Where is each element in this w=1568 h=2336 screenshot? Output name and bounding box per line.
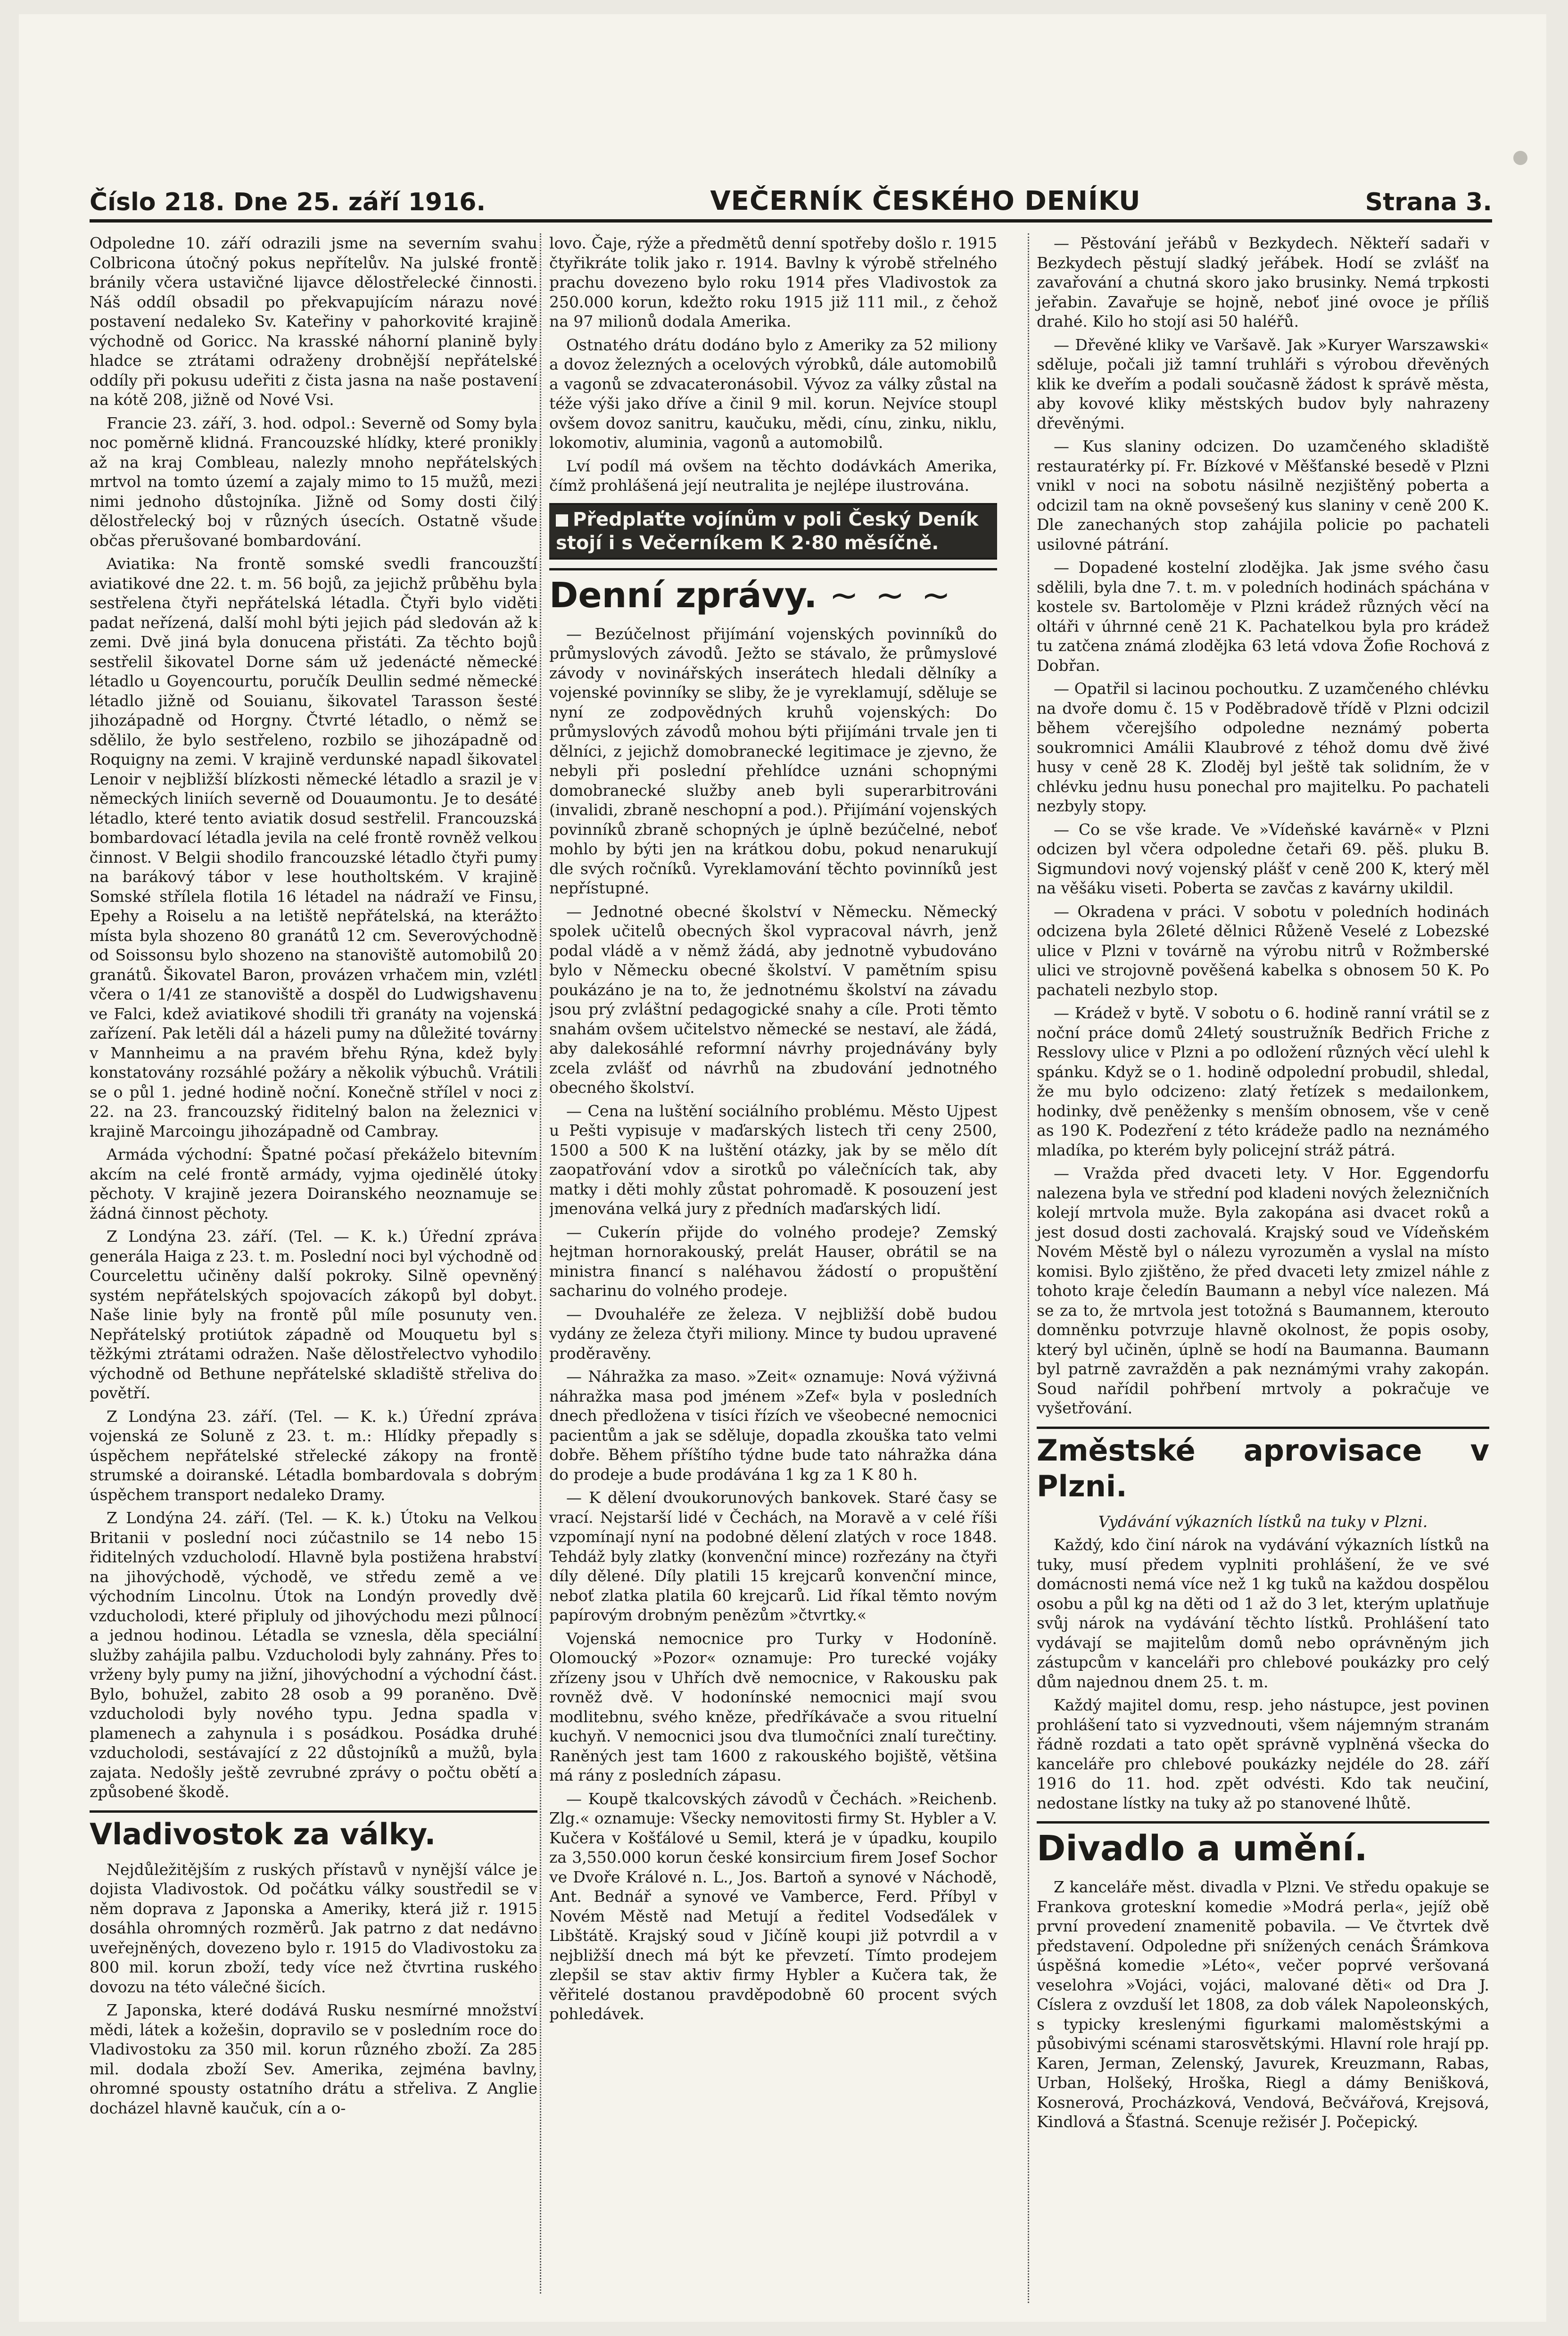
article-paragraph: Z Japonska, které dodává Rusku nesmírné množství mědi, látek a kožešin, dopravilo se v posledním roce do Vladivostoku za 350 mil. korun různého zboží. Za 285 mil. dodala zboží Sev. Amerika, zejména bavlny, ohromné spousty ostatního drátu a střeliva. Z Anglie docházel hlavně kaučuk, cín a o- — [90, 2001, 537, 2117]
article-paragraph: — Opatřil si lacinou pochoutku. Z uzamčeného chlévku na dvoře domu č. 15 v Poděbradově třídě v Plzni odcizil během včerejšího odpoledne neznámý poberta soukromnici Amálii Klaubrové z téhož domu dvě živé husy v ceně 28 K. Zloděj byl ještě tak solidním, že v chlévku jednu husu ponechal pro majitelku. Po pachateli nezbyly stopy. — [1037, 679, 1489, 815]
page-header — [90, 182, 1492, 223]
column-2 — [549, 233, 997, 2303]
article-paragraph: Odpoledne 10. září odrazili jsme na severním svahu Colbricona útočný pokus nepřítelův. Na julské frontě bránily včera ustavičné lijavce dělostřelecké činnosti. Náš oddíl obsadil po překvapujícím nárazu nové postavení nedaleko Sv. Kateřiny v pahorkovité krajině východně od Goricc. Na krasské náhorní planině byly hladce se ztrátami odraženy drobnější nepřátelské oddíly při pokusu udeřiti z čista jasna na naše postavení na kótě 208, jižně od Nové Vsi. — [90, 234, 537, 409]
article-paragraph: — Náhražka za maso. »Zeit« oznamuje: Nová výživná náhražka masa pod jménem »Zef« byla v posledních dnech předložena v tisíci řízích ve všeobecné nemocnici pacientům a jak se sděluje, dopadla zkouška tato velmi dobře. Během příštího týdne bude tato náhražka dána do prodeje a bude prodávána 1 kg za 1 K 80 h. — [549, 1367, 997, 1484]
article-paragraph: — Dvouhaléře ze železa. V nejbližší době budou vydány ze železa čtyři miliony. Mince ty budou upravené proděravěny. — [549, 1304, 997, 1362]
article-paragraph: Lví podíl má ovšem na těchto dodávkách Amerika, čímž prohlášená její neutralita je nejlépe ilustrována. — [549, 456, 997, 495]
article-paragraph: Z kanceláře měst. divadla v Plzni. Ve středu opakuje se Frankova groteskní komedie »Modrá perla«, jejíž obě první provedení znamenitě pobavila. — Ve čtvrtek dvě představení. Odpoledne při snížených cenách Šrámkova úspěšná komedie »Léto«, večer poprvé veršovaná veselohra »Vojáci, vojáci, malované děti« od Dra J. Císlera z ovzduší let 1808, za dob válek Napoleonských, s typicky kreslenými figurkami maloměstskými a působivými scénami starosvětskými. Hlavní role hrají pp. Karen, Jerman, Zelenský, Javurek, Kreuzmann, Rabas, Urban, Holšeký, Hroška, Riegl a dámy Benišková, Kosnerová, Procházková, Vendová, Bečvářová, Krejsová, Kindlová a Šťastná. Scenuje režisér J. Počepický. — [1037, 1878, 1489, 2131]
column-divider — [540, 233, 542, 2294]
advert-text: Předplaťte vojínům v poli Český Deník stojí i s Večerníkem K 2·80 měsíčně. — [556, 508, 979, 554]
article-paragraph: — Okradena v práci. V sobotu v poledních hodinách odcizena byla 26leté dělnici Růženě Veselé z Lobezské ulice v Plzni v továrně na výrobu nitrů v Rožmberské ulici ve strojovně pověšená kabelka s obnosem 50 K. Po pachateli nezbylo stop. — [1037, 902, 1489, 999]
article-paragraph: — Pěstování jeřábů v Bezkydech. Někteří sadaři v Bezkydech pěstují sladký jeřábek. Hodí se zvlášť na zavařování a chutná skoro jako brusinky. Nemá trpkosti jeřabin. Zavařuje se hojně, neboť jiné ovoce je příliš drahé. Kilo ho stojí asi 50 haléřů. — [1037, 234, 1489, 330]
section-heading-supply: Změstské aprovisace v Plzni. — [1037, 1427, 1489, 1504]
section-heading-daily-news — [549, 568, 997, 617]
column-3 — [1028, 233, 1489, 2303]
article-paragraph: Nejdůležitějším z ruských přístavů v nynější válce je dojista Vladivostok. Od počátku války soustředil se v něm doprava z Japonska a Ameriky, která již r. 1915 dosáhla ohromných rozměrů. Jak patrno z dat nedávno uveřejněných, dovezeno bylo r. 1915 do Vladivostoku za 800 mil. korun zboží, tedy více než čtvrtina ruského dovozu na této válečné šicích. — [90, 1860, 537, 1996]
decorative-flourish: ~ ~ ~ — [829, 575, 954, 616]
article-paragraph: Armáda východní: Špatné počasí překáželo bitevním akcím na celé frontě armády, vyjma ojedinělé útoky pěchoty. V krajině jezera Doiranského neoznamuje se žádná činnost pěchoty. — [90, 1145, 537, 1222]
article-paragraph: Ostnatého drátu dodáno bylo z Ameriky za 52 miliony a dovoz železných a ocelových výrobků, dále automobilů a vagonů se zdvacateronásobil. Vývoz za války zůstal na téže výši jako dříve a činil 9 mil. korun. Nejvíce stoupl ovšem dovoz sanitru, kaučuku, mědi, cínu, zinku, niklu, lokomotiv, aluminia, vagonů a automobilů. — [549, 335, 997, 452]
article-paragraph: Z Londýna 24. září. (Tel. — K. k.) Útoku na Velkou Britanii v poslední noci zúčastnilo se 14 nebo 15 řiditelných vzducholodí. Hlavně byla postižena hrabství na jihovýchodě, východě, ve středu země a ve východním Lincolnu. Útok na Londýn provedly dvě vzducholodi, které připluly od jihovýchodu mezi půlnocí a jednou hodinou. Létadla se vznesla, děla speciální služby zahájila palbu. Vzducholodi byly zahnány. Přes to vrženy byly pumy na jižní, jihovýchodní a východní část. Bylo, bohužel, zabito 28 osob a 99 poraněno. Dvě vzducholodi byly nového typu. Jedna spadla v plamenech a zahynula i s posádkou. Posádka druhé vzducholodi, sestávající z 22 důstojníků a mužů, byla zajata. Nedošly ještě zevrubné zprávy o počtu obětí a způsobené škodě. — [90, 1509, 537, 1801]
article-paragraph: — Bezúčelnost přijímání vojenských povinníků do průmyslových závodů. Ježto se stávalo, že průmyslové závody v novinářských inserátech hledali dělníky a vojenské povinníky se sliby, že je vyreklamují, sděluje se nyní ze zodpovědných kruhů vojenských: Do průmyslových závodů mohou býti přijímáni trvale jen ti dělníci, z jejichž domobranecké legitimace je zjevno, že nebyli při poslední přehlídce uznáni schopnými domobranecké služby aneb byli superarbitrováni (invalidi, zbraně neschopní a pod.). Přijímání vojenských povinníků zbraně schopných je úplně bezúčelné, neboť mohlo by býti jen na krátkou dobu, pokud nenarukují dle svých ročníků. Vyreklamování těchto povinníků jest nepřístupné. — [549, 624, 997, 897]
page-number: Strana 3. — [1365, 188, 1492, 216]
article-paragraph: Vojenská nemocnice pro Turky v Hodoníně. Olomoucký »Pozor« oznamuje: Pro turecké vojáky zřízeny jsou v Uhřích dvě nemocnice, v Rakousku pak rovněž dvě. V hodonínské nemocnici mají svou modlitebnu, svého kněze, předříkávače a svou rituelní kuchyň. V nemocnici jsou dva tlumočníci znalí turečtiny. Raněných jest tam 1600 z rakouského bojiště, většina má rány z posledních zápasu. — [549, 1629, 997, 1784]
article-paragraph: Aviatika: Na frontě somské svedli francouzští aviatikové dne 22. t. m. 56 bojů, za jejichž průběhu byla sestřelena čtyři nepřátelská létadla. Čtyři bylo viděti padat neřízená, další mohl býti jejich pád sledován až k zemi. Dvě jiná byla donucena přistáti. Za těchto bojů sestřelil šikovatel Dorne sám už jedenácté německé létadlo u Goyencourtu, poručík Deullin sedmé německé létadlo jižně od Souianu, šikovatel Tarasson šesté jihozápadně od Horgny. Čtvrté létadlo, o němž se sdělilo, že bylo sestřeleno, rozbilo se jihozápadně od Roquigny na zemi. V krajině verdunské napadl šikovatel Lenoir v nejbližší blízkosti německé létadlo a srazil je v německých liniích severně od Douaumontu. Je to desáté létadlo, které tento aviatik dosud sestřelil. Francouzská bombardovací létadla jevila na celé frontě rovněž velkou činnost. V Belgii shodilo francouzské létadlo čtyři pumy na barákový tábor v lese houtholtském. V krajině Somské střílela flotila 16 létadel na nádraží ve Finsu, Epehy a Roiselu a na letiště nepřátelská, na kterážto místa byla shozeno 80 granátů 12 cm. Severovýchodně od Soissonsu bylo shozeno na stanoviště automobilů 20 granátů. Šikovatel Baron, provázen vrhačem min, vzlétl včera o 1/41 ze stanoviště a dospěl do Ludwigshavenu ve Falci, kdež aviatikové shodili tři granáty na vojenská zařízení. Pak letěli dál a házeli pumy na důležité továrny v Mannheimu a na pravém břehu Rýna, kdež byly konstatovány rozsáhlé požáry a několik výbuchů. Vrátili se o půl 1. jedné hodině noční. Konečně střílel v noci z 22. na 23. francouzský řiditelný balon na železnici v krajině Marcoingu jihozápadně od Cambray. — [90, 554, 537, 1140]
masthead: VEČERNÍK ČESKÉHO DENÍKU — [710, 186, 1141, 216]
newspaper-page — [19, 14, 1546, 2322]
article-paragraph: — Co se vše krade. Ve »Vídeňské kavárně« v Plzni odcizen byl včera odpoledne četaři 69. pěš. pluku B. Sigmundovi nový vojenský plášť v ceně 200 K, který měl na věšáku viseti. Poberta se zavčas z kavárny ukildil. — [1037, 820, 1489, 897]
article-paragraph: — Cukerín přijde do volného prodeje? Zemský hejtman hornorakouský, prelát Hauser, obrátil se na ministra financí s naléhavou žádostí o propuštění sacharinu do volného prodeje. — [549, 1222, 997, 1300]
article-paragraph: — Vražda před dvaceti lety. V Hor. Eggendorfu nalezena byla ve střední pod kladeni nových železničních kolejí mrtvola muže. Byla zakopána asi dvacet roků a jest dosud dosti zachovalá. Krajský soud ve Vídeňském Novém Městě byl o nálezu vyrozuměn a vyslal na místo komisi. Bylo zjištěno, že před dvaceti lety zmizel náhle z tohoto kraje čeledín Baumann a nebyl více nalezen. Má se za to, že mrtvola jest totožná s Baumannem, kterouto domněnku potvrzuje hlavně okolnost, že popis osoby, který byl učiněn, úplně se hodí na Baumanna. Baumann byl patrně zavražděn a pak neznámými vrahy zakopán. Soud nařídil pohřbení mrtvoly a pokračuje ve vyšetřování. — [1037, 1164, 1489, 1417]
article-paragraph: Každý, kdo činí nárok na vydávání výkazních lístků na tuky, musí předem vyplniti prohlášení, že ve své domácnosti nemá více než 1 kg tuků na každou dospělou osobu a půl kg na děti od 1 až do 3 let, kterým uplatňuje svůj nárok na vydávání těchto lístků. Prohlášení tato vydávají se majitelům domů nebo oprávněným jich zástupcům v kanceláři pro chlebové poukázky pro celý dům najednou dnem 25. t. m. — [1037, 1535, 1489, 1691]
pointing-hand-icon — [556, 514, 568, 527]
column-1 — [90, 233, 537, 2303]
subscription-advert — [549, 503, 997, 560]
article-paragraph: — K dělení dvoukorunových bankovek. Staré časy se vrací. Nejstarší lidé v Čechách, na Moravě a v celé říši vzpomínají nyní na podobné dělení zlatých v roce 1848. Tehdáž byly zlatky (konvenční mince) rozřezány na čtyři díly dělené. Díly platili 15 krejcarů konvenční mince, neboť zlatka platila 60 krejcarů. Lid říkal těmto novým papírovým drobným penězům »čtvrtky.« — [549, 1488, 997, 1624]
issue-number: Číslo 218. Dne 25. září 1916. — [90, 188, 486, 216]
section-title: Denní zprávy. — [549, 575, 817, 616]
article-paragraph: — Dřevěné kliky ve Varšavě. Jak »Kuryer Warszawski« sděluje, počali již tamní truhláři s výrobou dřevěných klik ke dveřím a podali současně žádost k správě města, aby kovové kliky městských budov byly nahrazeny dřevěnými. — [1037, 335, 1489, 432]
article-paragraph: — Cena na luštění sociálního problému. Město Ujpest u Pešti vypisuje v maďarských listech tři ceny 2500, 1500 a 500 K na luštění otázky, jak by se mělo dít zaopatřování vdov a sirotků po válečnících tak, aby matky i děti mohly zůstat pohromadě. K posouzení jest jmenována velká jury z předních maďarských lidí. — [549, 1101, 997, 1218]
article-paragraph: Francie 23. září, 3. hod. odpol.: Severně od Somy byla noc poměrně klidná. Francouzské hlídky, které pronikly až na kraj Combleau, nalezly mnoho nepřátelských mrtvol na tomto území a zajaly mimo to 15 mužů, mezi nimi jednoho důstojníka. Jižně od Somy dosti čilý dělostřelecký boj v různých úsecích. Ostatně všude občas přerušované bombardování. — [90, 413, 537, 550]
section-heading-vladivostok: Vladivostok za války. — [90, 1810, 537, 1852]
article-paragraph: Každý majitel domu, resp. jeho nástupce, jest povinen prohlášení tato si vyzvednouti, všem nájemným stranám řádně rozdati a tato opět správně vyplněná všecka do kanceláře pro chlebové poukázky nejdéle do 28. září 1916 do 11. hod. zpět odvésti. Kdo tak neučiní, nedostane lístky na tuky až po stanovené lhůtě. — [1037, 1696, 1489, 1812]
article-paragraph: — Dopadené kostelní zlodějka. Jak jsme svého času sdělili, byla dne 7. t. m. v poledních hodinách spáchána v kostele sv. Bartoloměje v Plzni krádež různých věcí na oltáři v úhrnné ceně 21 K. Pachatelkou byla pro krádež tu zatčena známá zlodějka 63 letá vdova Žofie Rochová z Dobřan. — [1037, 558, 1489, 675]
article-paragraph: — Kus slaniny odcizen. Do uzamčeného skladiště restauratérky pí. Fr. Bízkové v Měšťanské besedě v Plzni vnikl v noci na sobotu násilně nezjištěný poberta a odcizil tam na okně povsešený kus slaniny v ceně 200 K. Dle zanechaných stop zahájila policie po pachateli usilovné pátrání. — [1037, 437, 1489, 553]
article-paragraph: Z Londýna 23. září. (Tel. — K. k.) Úřední zpráva generála Haiga z 23. t. m. Poslední noci byl východně od Courcelettu učiněny další pokroky. Silně opevněný systém nepřátelských spojovacích zákopů byl dobyt. Naše linie byly na frontě půl míle posunuty ven. Nepřátelský protiútok západně od Mouquetu byl s těžkými ztrátami odražen. Naše dělostřelectvo vyhodilo východně od Bethune nepřátelské skladiště střeliva do povětří. — [90, 1227, 537, 1402]
article-paragraph: — Koupě tkalcovských závodů v Čechách. »Reichenb. Zlg.« oznamuje: Všecky nemovitosti firmy St. Hybler a V. Kučera v Košťálové u Semil, která je v úpadku, koupilo za 3,550.000 korun české konsircium firem Josef Sochor ve Dvoře Králové n. L., Jos. Bartoň a synové v Náchodě, Ant. Bednář a synové ve Vamberce, Ferd. Příbyl v Novém Městě nad Metují a ředitel Vodseďálek v Libštátě. Krajský soud v Jičíně koupi již potvrdil a v nejbližší dnech má být ke převzetí. Tímto prodejem zlepšil se stav aktiv firmy Hybler a Kučera tak, že věřitelé dostanou pravděpodobně 60 procent svých pohledávek. — [549, 1789, 997, 2023]
article-paragraph: — Krádež v bytě. V sobotu o 6. hodině ranní vrátil se z noční práce domů 24letý soustružník Bedřich Friche z Resslovy ulice v Plzni a po odložení různých věcí ulehl k spánku. Když se o 1. hodině odpolední probudil, shledal, že mu bylo odcizeno: zlatý řetízek s medailonkem, hodinky, dvě peněženky s menším obnosem, vše v ceně as 190 K. Podezření z této krádeže padlo na neznámého mladíka, po kterém byly policejní stráž pátrá. — [1037, 1004, 1489, 1159]
article-paragraph: — Jednotné obecné školství v Německu. Německý spolek učitelů obecných škol vypracoval návrh, jenž podal vládě a v němž žádá, aby jednotně vybudováno bylo v Německu obecné školství. V pamětním spisu poukázáno je na to, že jednotnému školství na závadu jsou prý zvláštní pedagogické snahy a cíle. Proti těmto snahám ovšem učitelstvo německé se nestaví, ale žádá, aby dalekosáhlé reformní návrhy projednávány byly zcela zvlášť od návrhů na zbudování jednotného obecného školství. — [549, 902, 997, 1097]
article-paragraph: Z Londýna 23. září. (Tel. — K. k.) Úřední zpráva vojenská ze Soluně z 23. t. m.: Hlídky přepadly s úspěchem nepřátelské střelecké zákopy na frontě strumské a doiranské. Létadla bombardovala s dobrým úspěchem transport nedaleko Dramy. — [90, 1407, 537, 1504]
section-heading-theatre: Divadlo a umění. — [1037, 1821, 1489, 1870]
article-subheading: Vydávání výkazních lístků na tuky v Plzni. — [1098, 1512, 1428, 1531]
paper-stain — [1513, 151, 1527, 165]
article-paragraph: lovo. Čaje, rýže a předmětů denní spotřeby došlo r. 1915 čtyřikráte tolik jako r. 1914. Bavlny k výrobě střelného prachu dovezeno bylo roku 1914 přes Vladivostok za 250.000 korun, kdežto roku 1915 již 111 mil., z čehož na 97 milionů dodala Amerika. — [549, 234, 997, 330]
